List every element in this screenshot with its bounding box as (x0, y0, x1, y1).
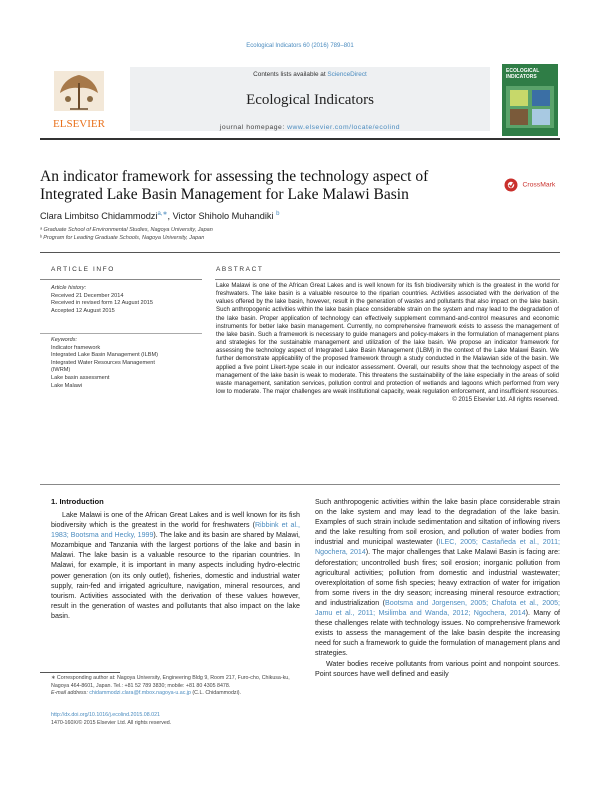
corresponding-address: ∗ Corresponding author at: Nagoya University, Engineering Bldg 9, Room 217, Furo-cho, Chikusa-ku, Nagoya 464-8601, Japan. Tel.: +81 52 789 3830; mobile: +81 80 4305 8478. (51, 675, 290, 689)
keyword: (IWRM) (51, 367, 71, 374)
homepage-prefix: journal homepage: (219, 124, 288, 131)
author-1[interactable]: Clara Limbitso Chidammodzi (40, 211, 158, 222)
keyword: Indicator framework (51, 344, 101, 351)
paragraph-text: ). The major challenges that Lake Malawi Basin is facing are: deforestation; uncontrolled bush fires; soil erosion; inorganic pollution from agricultural activities; pollution from domestic and industrial wastewater; overexploitation of some fish species; heavy extraction of water for irrigation from some rivers in the dry season; increasing mineral resource extraction; and industrialization ( (315, 548, 560, 607)
received-date: Received 21 December 2014 (51, 292, 124, 299)
citation-link[interactable]: ILEC, 2005; Castañeda et al., 2011; Ngochera, 2014 (315, 538, 560, 557)
header-rule (40, 138, 560, 140)
email-line (51, 690, 300, 698)
body-column-left (51, 510, 300, 621)
crossmark-badge[interactable] (504, 176, 564, 190)
author-2[interactable]: Victor Shiholo Muhandiki (172, 211, 274, 222)
footnote-rule (40, 672, 120, 673)
journal-title: Ecological Indicators (246, 92, 374, 108)
intro-paragraph-1 (51, 510, 300, 621)
author-2-affiliation-marker[interactable]: b (276, 211, 280, 217)
affiliation-rule (40, 252, 560, 253)
abstract-text: Lake Malawi is one of the African Great Lakes and is well known for its fish biodiversity which is the greatest in the world for freshwaters. The lake basin is a valuable resource to the riparian countries. Activities associated with the derivation of the values offered by the lake basin, however, result in the generation of wastes and pollutants that also impact on the lake basin. Such anthropogenic activities within the lake basin place considerable strain on the system and may lead to the degradation of the lake basin. Proper application of technology can effectively supplement command-and-control measures and economic instruments for better lake basin management. Currently, no comprehensive framework exists to assess the management of the lake basin. Such a framework is necessary to guide managers and policy-makers in the formulation of management plans and strategies for the sustainable management and utilization of the lake basin. We propose an indicator framework for assessing the technology aspect of Integrated Lake Basin Management (ILBM) in the context of the Lake Malawi Basin. We further demonstrate applicability of the proposed framework through a study conducted in the Malawian side of the basin. We applied a five point Likert-type scale in our indicator assessment. Overall, our results show that the technology aspect of the management of the lake basin is weak to moderate. This threatens the sustainability of the lake especially in the areas of solid waste management, sanitation services, pollution control and protection of wetlands and lagoons which performed from very low to moderate. The major challenges are weak institutional capacity, weak regulation enforcement, and insufficient resources. (216, 282, 559, 396)
section-heading-introduction: 1. Introduction (51, 497, 104, 506)
author-line (40, 210, 279, 221)
abstract-rule (215, 279, 560, 280)
cover-title: ECOLOGICAL INDICATORS (506, 68, 540, 80)
elsevier-wordmark: ELSEVIER (53, 118, 105, 130)
keyword: Lake Malawi (51, 382, 83, 389)
keywords-rule (40, 333, 202, 334)
abstract-bottom-rule (40, 484, 560, 485)
paper-title: An indicator framework for assessing the technology aspect of Integrated Lake Basin Management for Lake Malawi Basin (40, 168, 429, 203)
issn-copyright: 1470-160X/© 2015 Elsevier Ltd. All rights reserved. (51, 719, 172, 726)
intro-paragraph-2: Water bodies receive pollutants from various point and nonpoint sources. Point sources have well defined and easily (315, 659, 560, 678)
keywords-label: Keywords: (51, 337, 78, 343)
article-info-rule (40, 279, 202, 280)
affiliation-a: ᵃ Graduate School of Environmental Studies, Nagoya University, Japan (40, 227, 213, 233)
history-label: Article history: (51, 285, 87, 291)
paragraph-text: ). Many of these challenges relate with technology issues. No comprehensive framework exists to assess the management of the lake basin despite the increasing need for such a framework to guide the formulation of management plans and strategies. (315, 609, 560, 658)
homepage-link[interactable]: www.elsevier.com/locate/ecolind (287, 124, 401, 131)
paragraph-text: Such anthropogenic activities within the lake basin place considerable strain on the lake system and may lead to the degradation of the lake basin. Examples of such strain include sedimentation and siltation of inflowing rivers and the lake resulting from soil erosion, and pollution of water bodies from industrial and municipal wastewater ( (315, 498, 560, 547)
email-suffix: (C.L. Chidammodzi). (190, 690, 241, 697)
journal-citation[interactable]: Ecological Indicators 60 (2016) 789–801 (246, 43, 354, 49)
sciencedirect-link[interactable]: ScienceDirect (327, 71, 367, 78)
doi-block (51, 712, 171, 728)
elsevier-logo (40, 69, 118, 131)
corresponding-author-footnote (51, 675, 300, 698)
journal-homepage (130, 124, 490, 131)
revised-date: Received in revised form 12 August 2015 (51, 300, 153, 307)
crossmark-label: CrossMark (522, 181, 556, 189)
paragraph-text: Lake Malawi is one of the African Great Lakes and is well known for its fish biodiversity which is the greatest in the world for freshwaters ( (51, 511, 300, 530)
keyword: Integrated Lake Basin Management (ILBM) (51, 352, 158, 359)
article-info-heading: ARTICLE INFO (51, 266, 115, 273)
contents-line (130, 71, 490, 78)
paragraph-text: ). The lake and its basin are shared by Malawi, Mozambique and Tanzania with the largest portions of the lake and basin in Malawi. The lake basin is a valuable resource to the riparian countries. In Malawi, for example, it is important in many aspects including hydro-electric power generation (on its only outlet), fisheries, domestic and industrial water supply, rain-fed and irrigated agriculture, navigation, mineral resources, and tourism. Activities associated with the derivation of these values however, result in the generation of wastes and pollutants that also impact on the lake basin. (51, 531, 300, 620)
crossmark-icon (504, 178, 518, 192)
email-link[interactable]: chidammodzi.clara@f.mbox.nagoya-u.ac.jp (89, 690, 191, 697)
author-separator: , (167, 211, 173, 222)
keyword: Integrated Water Resources Management (51, 359, 155, 366)
keyword: Lake basin assessment (51, 374, 110, 381)
doi-link[interactable]: http://dx.doi.org/10.1016/j.ecolind.2015.08.021 (51, 712, 160, 718)
article-history (51, 285, 201, 315)
body-column-right (315, 497, 560, 679)
intro-paragraph-continued (315, 497, 560, 659)
citation-link[interactable]: Ribbink et al., 1983; Bootsma and Hecky, 1999 (51, 521, 300, 540)
citation-link[interactable]: Bootsma and Jorgensen, 2005; Chafota et al., 2005; Jamu et al., 2011; Msilimba and Wanda, 2012; Ngochera, 2014 (315, 598, 560, 618)
email-label: E-mail address: (51, 690, 90, 697)
contents-prefix: Contents lists available at (253, 71, 328, 78)
abstract-body (216, 282, 559, 404)
author-1-affiliation-marker[interactable]: a,∗ (157, 211, 168, 217)
affiliation-b: ᵇ Program for Leading Graduate Schools, Nagoya University, Japan (40, 235, 205, 241)
abstract-heading: ABSTRACT (216, 266, 264, 273)
accepted-date: Accepted 12 August 2015 (51, 307, 115, 314)
abstract-copyright: © 2015 Elsevier Ltd. All rights reserved. (452, 396, 559, 404)
keywords-block (51, 337, 201, 390)
